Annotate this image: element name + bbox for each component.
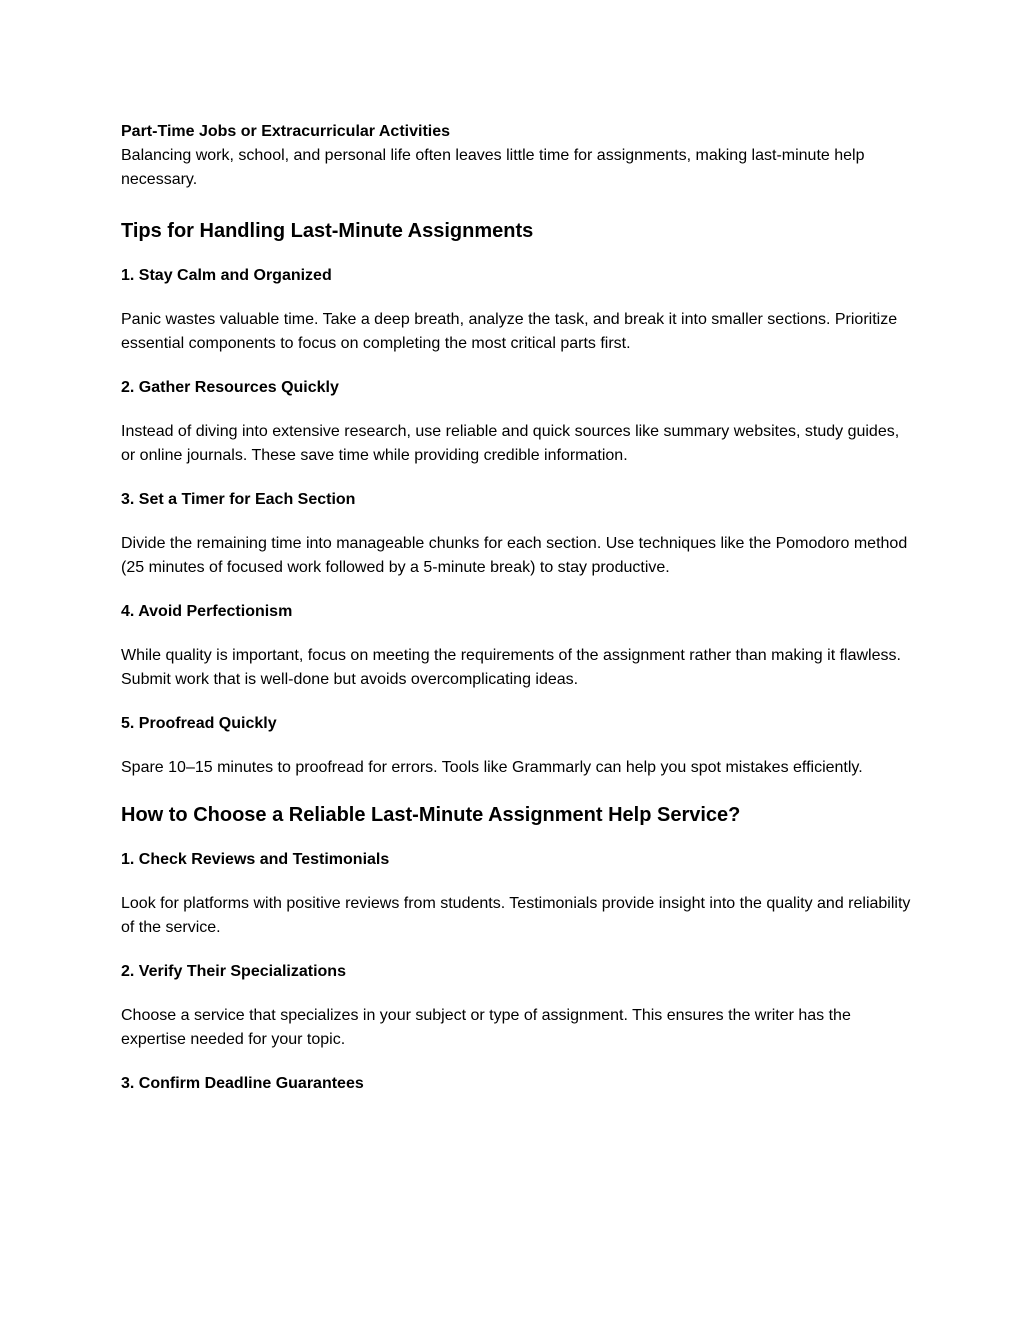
tip-text: Divide the remaining time into manageable chunks for each section. Use techniques like the Pomodoro method (25 minutes of focused work followed by a 5-minute break) to stay productive. xyxy=(121,535,908,576)
tip-item xyxy=(121,600,911,692)
tip-title: 2. Gather Resources Quickly xyxy=(121,379,339,396)
tip-text: Spare 10–15 minutes to proofread for errors. Tools like Grammarly can help you spot mistakes efficiently. xyxy=(121,759,863,776)
tips-heading: Tips for Handling Last-Minute Assignments xyxy=(121,220,534,242)
choose-item-title: 3. Confirm Deadline Guarantees xyxy=(121,1075,364,1092)
choose-item xyxy=(121,848,911,940)
choose-item-text: Look for platforms with positive reviews from students. Testimonials provide insight into the quality and reliability of the service. xyxy=(121,895,911,936)
choose-item-text: Choose a service that specializes in your subject or type of assignment. This ensures the writer has the expertise needed for your topic. xyxy=(121,1007,851,1048)
tip-item xyxy=(121,376,911,468)
tip-title: 5. Proofread Quickly xyxy=(121,715,277,732)
choose-service-heading: How to Choose a Reliable Last-Minute Assignment Help Service? xyxy=(121,804,741,826)
intro-paragraph: Balancing work, school, and personal life often leaves little time for assignments, making last-minute help necessary. xyxy=(121,147,865,188)
choose-service-section xyxy=(121,800,911,1096)
intro-heading: Part-Time Jobs or Extracurricular Activities xyxy=(121,123,451,140)
choose-item xyxy=(121,1072,911,1096)
tip-text: Panic wastes valuable time. Take a deep breath, analyze the task, and break it into smaller sections. Prioritize essential components to focus on completing the most critical parts first. xyxy=(121,311,898,352)
tip-title: 4. Avoid Perfectionism xyxy=(121,603,293,620)
tip-title: 3. Set a Timer for Each Section xyxy=(121,491,356,508)
tip-item xyxy=(121,264,911,356)
tip-title: 1. Stay Calm and Organized xyxy=(121,267,332,284)
tip-item xyxy=(121,712,911,780)
intro-block xyxy=(121,120,911,192)
document-page xyxy=(121,120,911,1116)
tip-item xyxy=(121,488,911,580)
choose-item-title: 1. Check Reviews and Testimonials xyxy=(121,851,390,868)
choose-item xyxy=(121,960,911,1052)
tips-section xyxy=(121,216,911,780)
choose-item-title: 2. Verify Their Specializations xyxy=(121,963,346,980)
tip-text: Instead of diving into extensive research, use reliable and quick sources like summary websites, study guides, or online journals. These save time while providing credible information. xyxy=(121,423,900,464)
tip-text: While quality is important, focus on meeting the requirements of the assignment rather than making it flawless. Submit work that is well-done but avoids overcomplicating ideas. xyxy=(121,647,901,688)
